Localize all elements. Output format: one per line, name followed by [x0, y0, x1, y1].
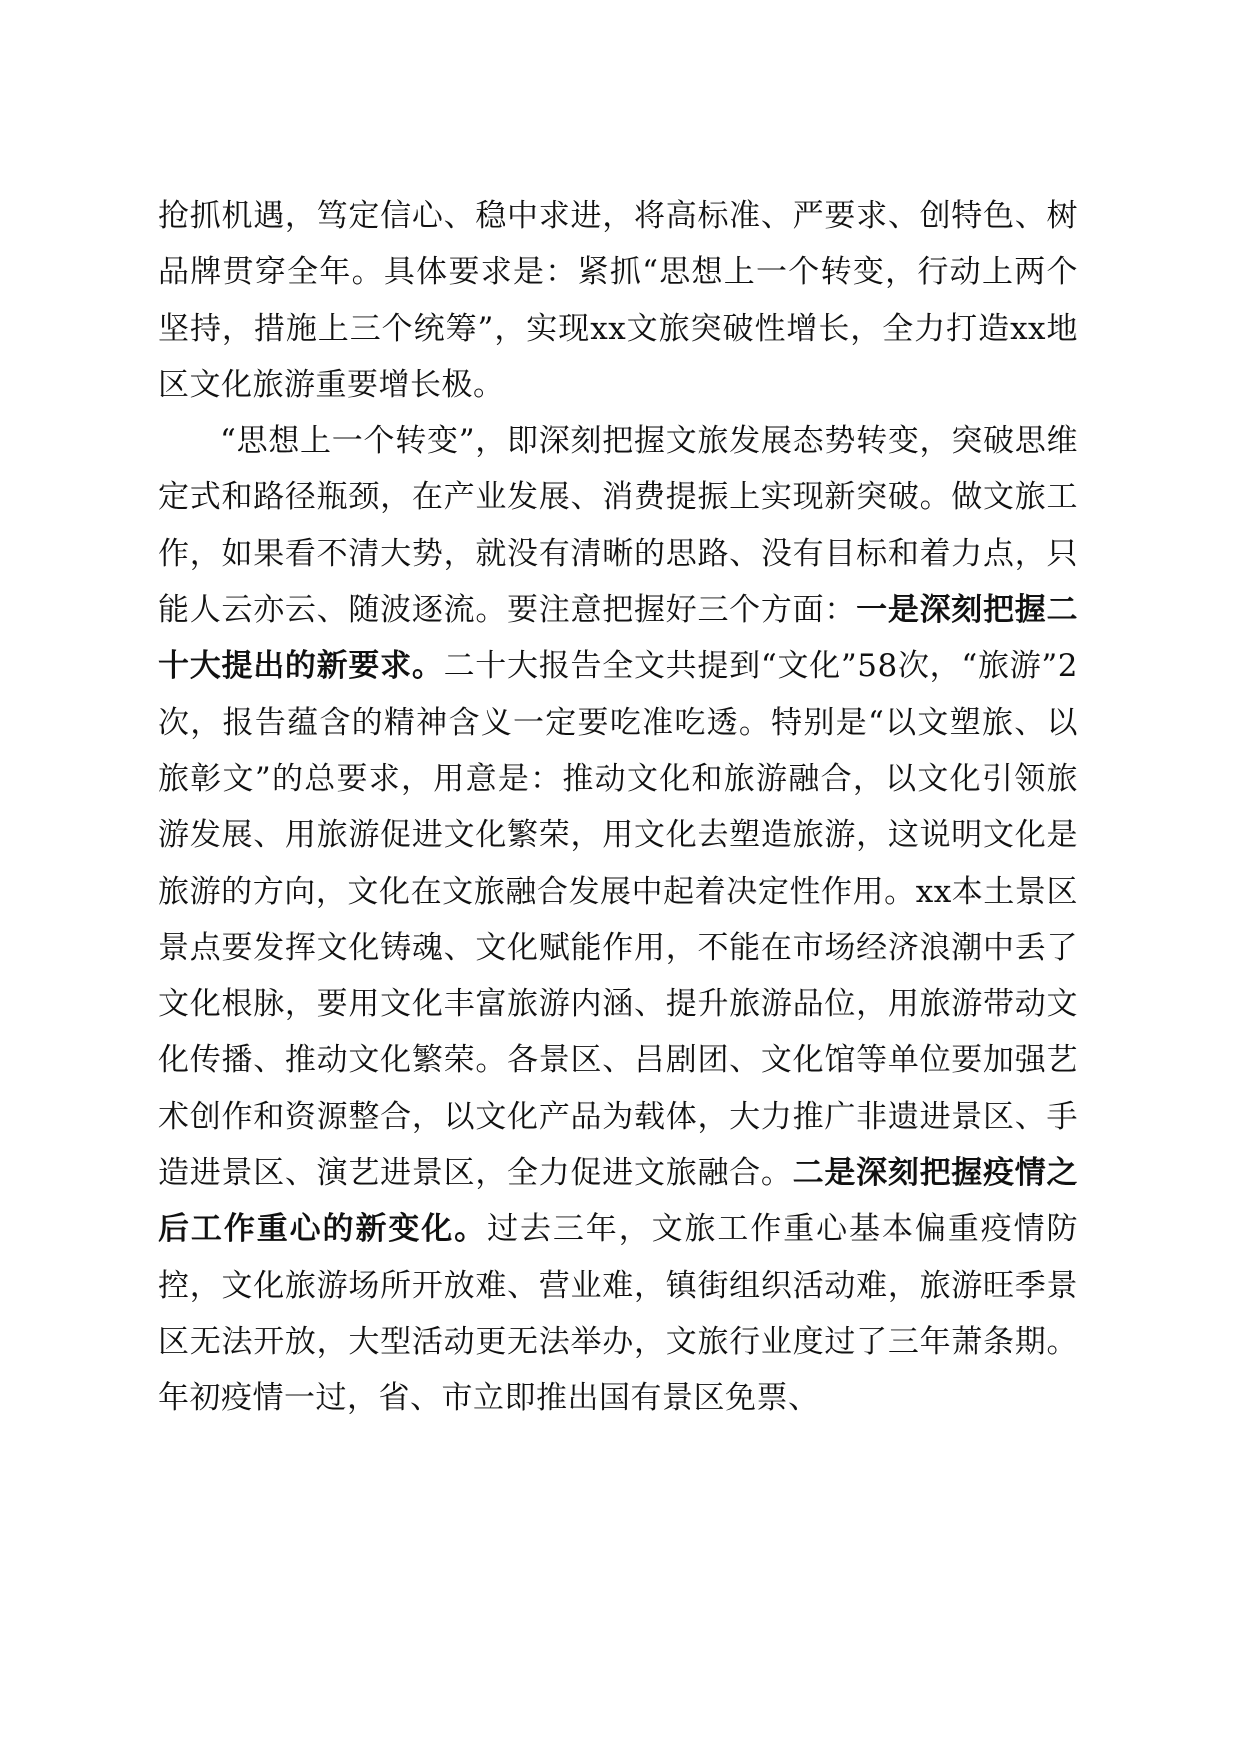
- paragraph-1: [158, 188, 1078, 413]
- paragraph-1-text: 抢抓机遇，笃定信心、稳中求进，将高标准、严要求、创特色、树品牌贯穿全年。具体要求是：紧抓“思想上一个转变，行动上两个坚持，措施上三个统筹”，实现xx文旅突破性增长，全力打造xx地区文化旅游重要增长极。: [158, 198, 1078, 403]
- paragraph-2-body-2: 过去三年，文旅工作重心基本偏重疫情防控，文化旅游场所开放难、营业难，镇街组织活动难，旅游旺季景区无法开放，大型活动更无法举办，文旅行业度过了三年萧条期。年初疫情一过，省、市立即推出国有景区免票、: [158, 1211, 1078, 1417]
- paragraph-2-intro: “思想上一个转变”，即深刻把握文旅发展态势转变，突破思维定式和路径瓶颈，在产业发展、消费提振上实现新突破。做文旅工作，如果看不清大势，就没有清晰的思路、没有目标和着力点，只能人云亦云、随波逐流。要注意把握好三个方面：: [158, 423, 1078, 629]
- paragraph-2-body-1: 二十大报告全文共提到“文化”58次，“旅游”2次，报告蕴含的精神含义一定要吃准吃透。特别是“以文塑旅、以旅彰文”的总要求，用意是：推动文化和旅游融合，以文化引领旅游发展、用旅游促进文化繁荣，用文化去塑造旅游，这说明文化是旅游的方向，文化在文旅融合发展中起着决定性作用。xx本土景区景点要发挥文化铸魂、文化赋能作用，不能在市场经济浪潮中丢了文化根脉，要用文化丰富旅游内涵、提升旅游品位，用旅游带动文化传播、推动文化繁荣。各景区、吕剧团、文化馆等单位要加强艺术创作和资源整合，以文化产品为载体，大力推广非遗进景区、手造进景区、演艺进景区，全力促进文旅融合。: [158, 648, 1078, 1192]
- paragraph-2-heading-1: 一是深刻把握二十大提出的新要求。: [158, 592, 1078, 685]
- paragraph-2: [158, 413, 1078, 1426]
- paragraph-2-heading-2: 二是深刻把握疫情之后工作重心的新变化。: [158, 1155, 1078, 1248]
- document-page: [158, 188, 1078, 1588]
